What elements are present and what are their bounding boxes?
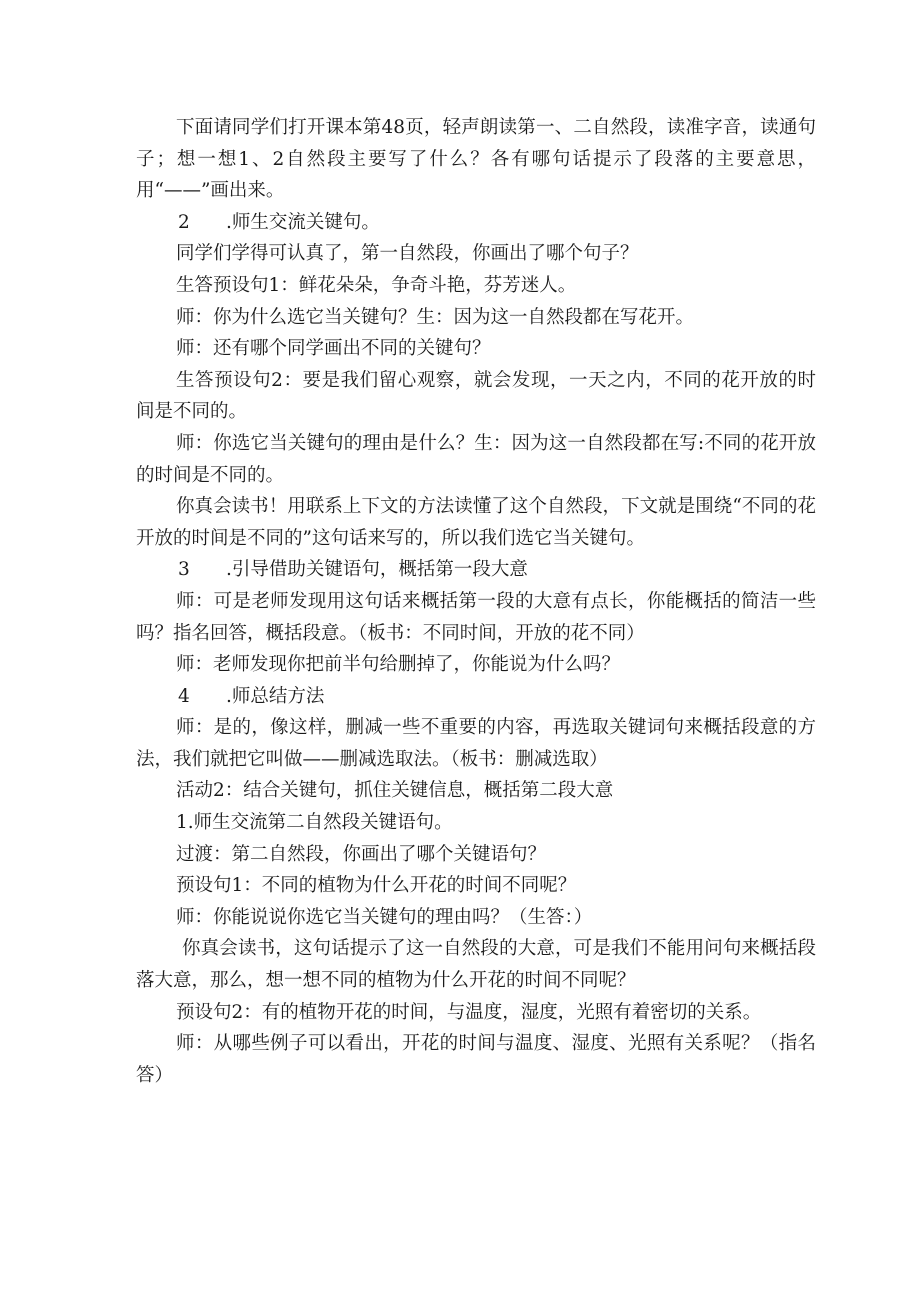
paragraph: 师：老师发现你把前半句给删掉了，你能说为什么吗？ bbox=[176, 654, 621, 676]
paragraph: 1.师生交流第二自然段关键语句。 bbox=[176, 812, 453, 834]
heading-text: .师生交流关键句。 bbox=[226, 211, 380, 233]
paragraph: 预设句1：不同的植物为什么开花的时间不同呢？ bbox=[176, 875, 577, 897]
paragraph: 师：从哪些例子可以看出，开花的时间与温度、湿度、光照有关系呢？（指名答） bbox=[136, 1033, 816, 1086]
paragraph: 活动2：结合关键句，抓住关键信息，概括第二段大意 bbox=[176, 780, 614, 802]
paragraph: 同学们学得可认真了，第一自然段，你画出了哪个句子？ bbox=[176, 243, 639, 265]
paragraph: 师：你能说说你选它当关键句的理由吗？（生答：） bbox=[176, 906, 593, 928]
paragraph: 生答预设句2：要是我们留心观察，就会发现，一天之内，不同的花开放的时间是不同的。 bbox=[136, 369, 816, 423]
paragraph: 下面请同学们打开课本第48页，轻声朗读第一、二自然段，读准字音，读通句子；想一想1、2自然段主要写了什么？各有哪句话提示了段落的主要意思，用“——”画出来。 bbox=[136, 117, 816, 202]
numbered-heading bbox=[136, 207, 816, 239]
heading-number: 3 bbox=[178, 559, 190, 581]
heading-number: 2 bbox=[178, 211, 190, 233]
paragraph: 师：你选它当关键句的理由是什么？生：因为这一自然段都在写:不同的花开放的时间是不同的。 bbox=[136, 432, 816, 486]
paragraph: 生答预设句1：鲜花朵朵，争奇斗艳，芬芳迷人。 bbox=[176, 274, 577, 296]
heading-text: .引导借助关键语句，概括第一段大意 bbox=[226, 559, 528, 581]
paragraph: 师：可是老师发现用这句话来概括第一段的大意有点长，你能概括的简洁一些吗？指名回答，概括段意。（板书：不同时间，开放的花不同） bbox=[136, 590, 816, 644]
paragraph: 师：你为什么选它当关键句？生：因为这一自然段都在写花开。 bbox=[176, 306, 695, 328]
numbered-heading bbox=[136, 681, 816, 713]
numbered-heading bbox=[136, 554, 816, 586]
heading-text: .师总结方法 bbox=[226, 685, 325, 707]
paragraph: 你真会读书！用联系上下文的方法读懂了这个自然段，下文就是围绕“不同的花开放的时间是不同的”这句话来写的，所以我们选它当关键句。 bbox=[136, 496, 816, 549]
paragraph: 师：是的，像这样，删减一些不重要的内容，再选取关键词句来概括段意的方法，我们就把它叫做——删减选取法。（板书：删减选取） bbox=[136, 717, 816, 770]
paragraph: 预设句2：有的植物开花的时间，与温度，湿度，光照有着密切的关系。 bbox=[176, 1001, 762, 1023]
paragraph: 你真会读书，这句话提示了这一自然段的大意，可是我们不能用问句来概括段落大意，那么，想一想不同的植物为什么开花的时间不同呢？ bbox=[136, 938, 816, 992]
document-body bbox=[136, 112, 816, 1091]
paragraph: 师：还有哪个同学画出不同的关键句？ bbox=[176, 338, 491, 360]
heading-number: 4 bbox=[178, 685, 190, 707]
paragraph: 过渡：第二自然段，你画出了哪个关键语句？ bbox=[176, 843, 547, 865]
